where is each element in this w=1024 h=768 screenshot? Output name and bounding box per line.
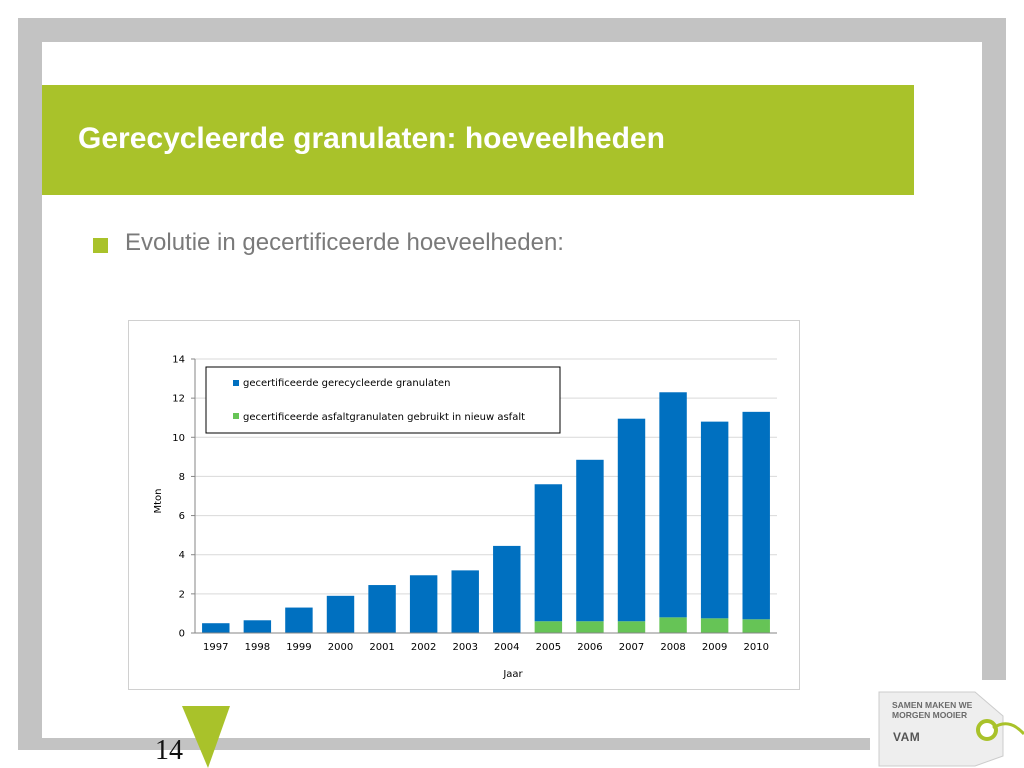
brand-slogan-line2: MORGEN MOOIER [892, 710, 968, 720]
slide-frame-bottom [18, 738, 870, 750]
page-number: 14 [155, 735, 183, 766]
bar-granulaten-1999 [285, 608, 312, 633]
x-tick-label: 2007 [618, 642, 645, 653]
y-axis-label: Mton [153, 488, 164, 514]
bar-chart [129, 321, 799, 689]
y-tick-label: 4 [178, 550, 185, 562]
y-tick-label: 14 [172, 354, 185, 366]
brand-slogan [892, 700, 972, 720]
x-tick-label: 2002 [410, 642, 437, 653]
x-tick-label: 1999 [286, 642, 312, 653]
bar-asfalt-2005 [535, 621, 562, 633]
slide-frame-top [18, 18, 1006, 42]
brand-logo-text: VAM [893, 730, 921, 744]
y-tick-label: 8 [178, 471, 185, 483]
bar-granulaten-1998 [244, 620, 271, 633]
page-accent-shape [180, 706, 232, 768]
slide-title: Gerecycleerde granulaten: hoeveelheden [78, 122, 665, 155]
bar-granulaten-2003 [451, 570, 478, 633]
bar-granulaten-2009 [701, 422, 728, 619]
slide-frame-right [982, 18, 1006, 680]
y-tick-label: 0 [178, 628, 185, 640]
y-tick-label: 12 [172, 393, 185, 405]
y-tick-label: 2 [178, 589, 185, 601]
x-tick-label: 2000 [327, 642, 354, 653]
slide-frame-left [18, 18, 42, 750]
x-tick-label: 2004 [494, 642, 520, 653]
bullet-icon [93, 238, 108, 253]
x-tick-label: 2001 [369, 642, 395, 653]
bar-granulaten-2002 [410, 575, 437, 633]
legend-label-blue: gecertificeerde gerecycleerde granulaten [243, 378, 451, 389]
x-tick-label: 1997 [203, 642, 229, 653]
bar-granulaten-2008 [659, 392, 686, 617]
bar-granulaten-2001 [368, 585, 395, 633]
x-tick-label: 1998 [244, 642, 271, 653]
bar-asfalt-2008 [659, 617, 686, 633]
bar-asfalt-2009 [701, 618, 728, 633]
x-tick-label: 2006 [577, 642, 603, 653]
bar-granulaten-2007 [618, 419, 645, 622]
bar-asfalt-2007 [618, 621, 645, 633]
x-tick-label: 2005 [535, 642, 562, 653]
bar-granulaten-1997 [202, 623, 229, 633]
bar-asfalt-2006 [576, 621, 603, 633]
bar-granulaten-2006 [576, 460, 603, 621]
chart-container [128, 320, 800, 690]
y-tick-label: 10 [172, 432, 185, 444]
legend-swatch-blue [233, 380, 239, 386]
x-tick-label: 2009 [701, 642, 728, 653]
bullet-text: Evolutie in gecertificeerde hoeveelheden: [125, 229, 564, 256]
y-tick-label: 6 [178, 511, 185, 523]
legend-swatch-green [233, 413, 239, 419]
x-tick-label: 2010 [743, 642, 769, 653]
bar-granulaten-2010 [742, 412, 769, 619]
bar-granulaten-2000 [327, 596, 354, 633]
bar-granulaten-2004 [493, 546, 520, 633]
legend-box [206, 367, 560, 433]
bar-granulaten-2005 [535, 484, 562, 621]
bar-asfalt-2010 [742, 619, 769, 633]
x-tick-label: 2008 [660, 642, 686, 653]
x-axis-label: Jaar [503, 669, 523, 680]
x-tick-label: 2003 [452, 642, 478, 653]
brand-slogan-line1: SAMEN MAKEN WE [892, 700, 973, 710]
legend-label-green: gecertificeerde asfaltgranulaten gebruikt in nieuw asfalt [243, 412, 526, 423]
